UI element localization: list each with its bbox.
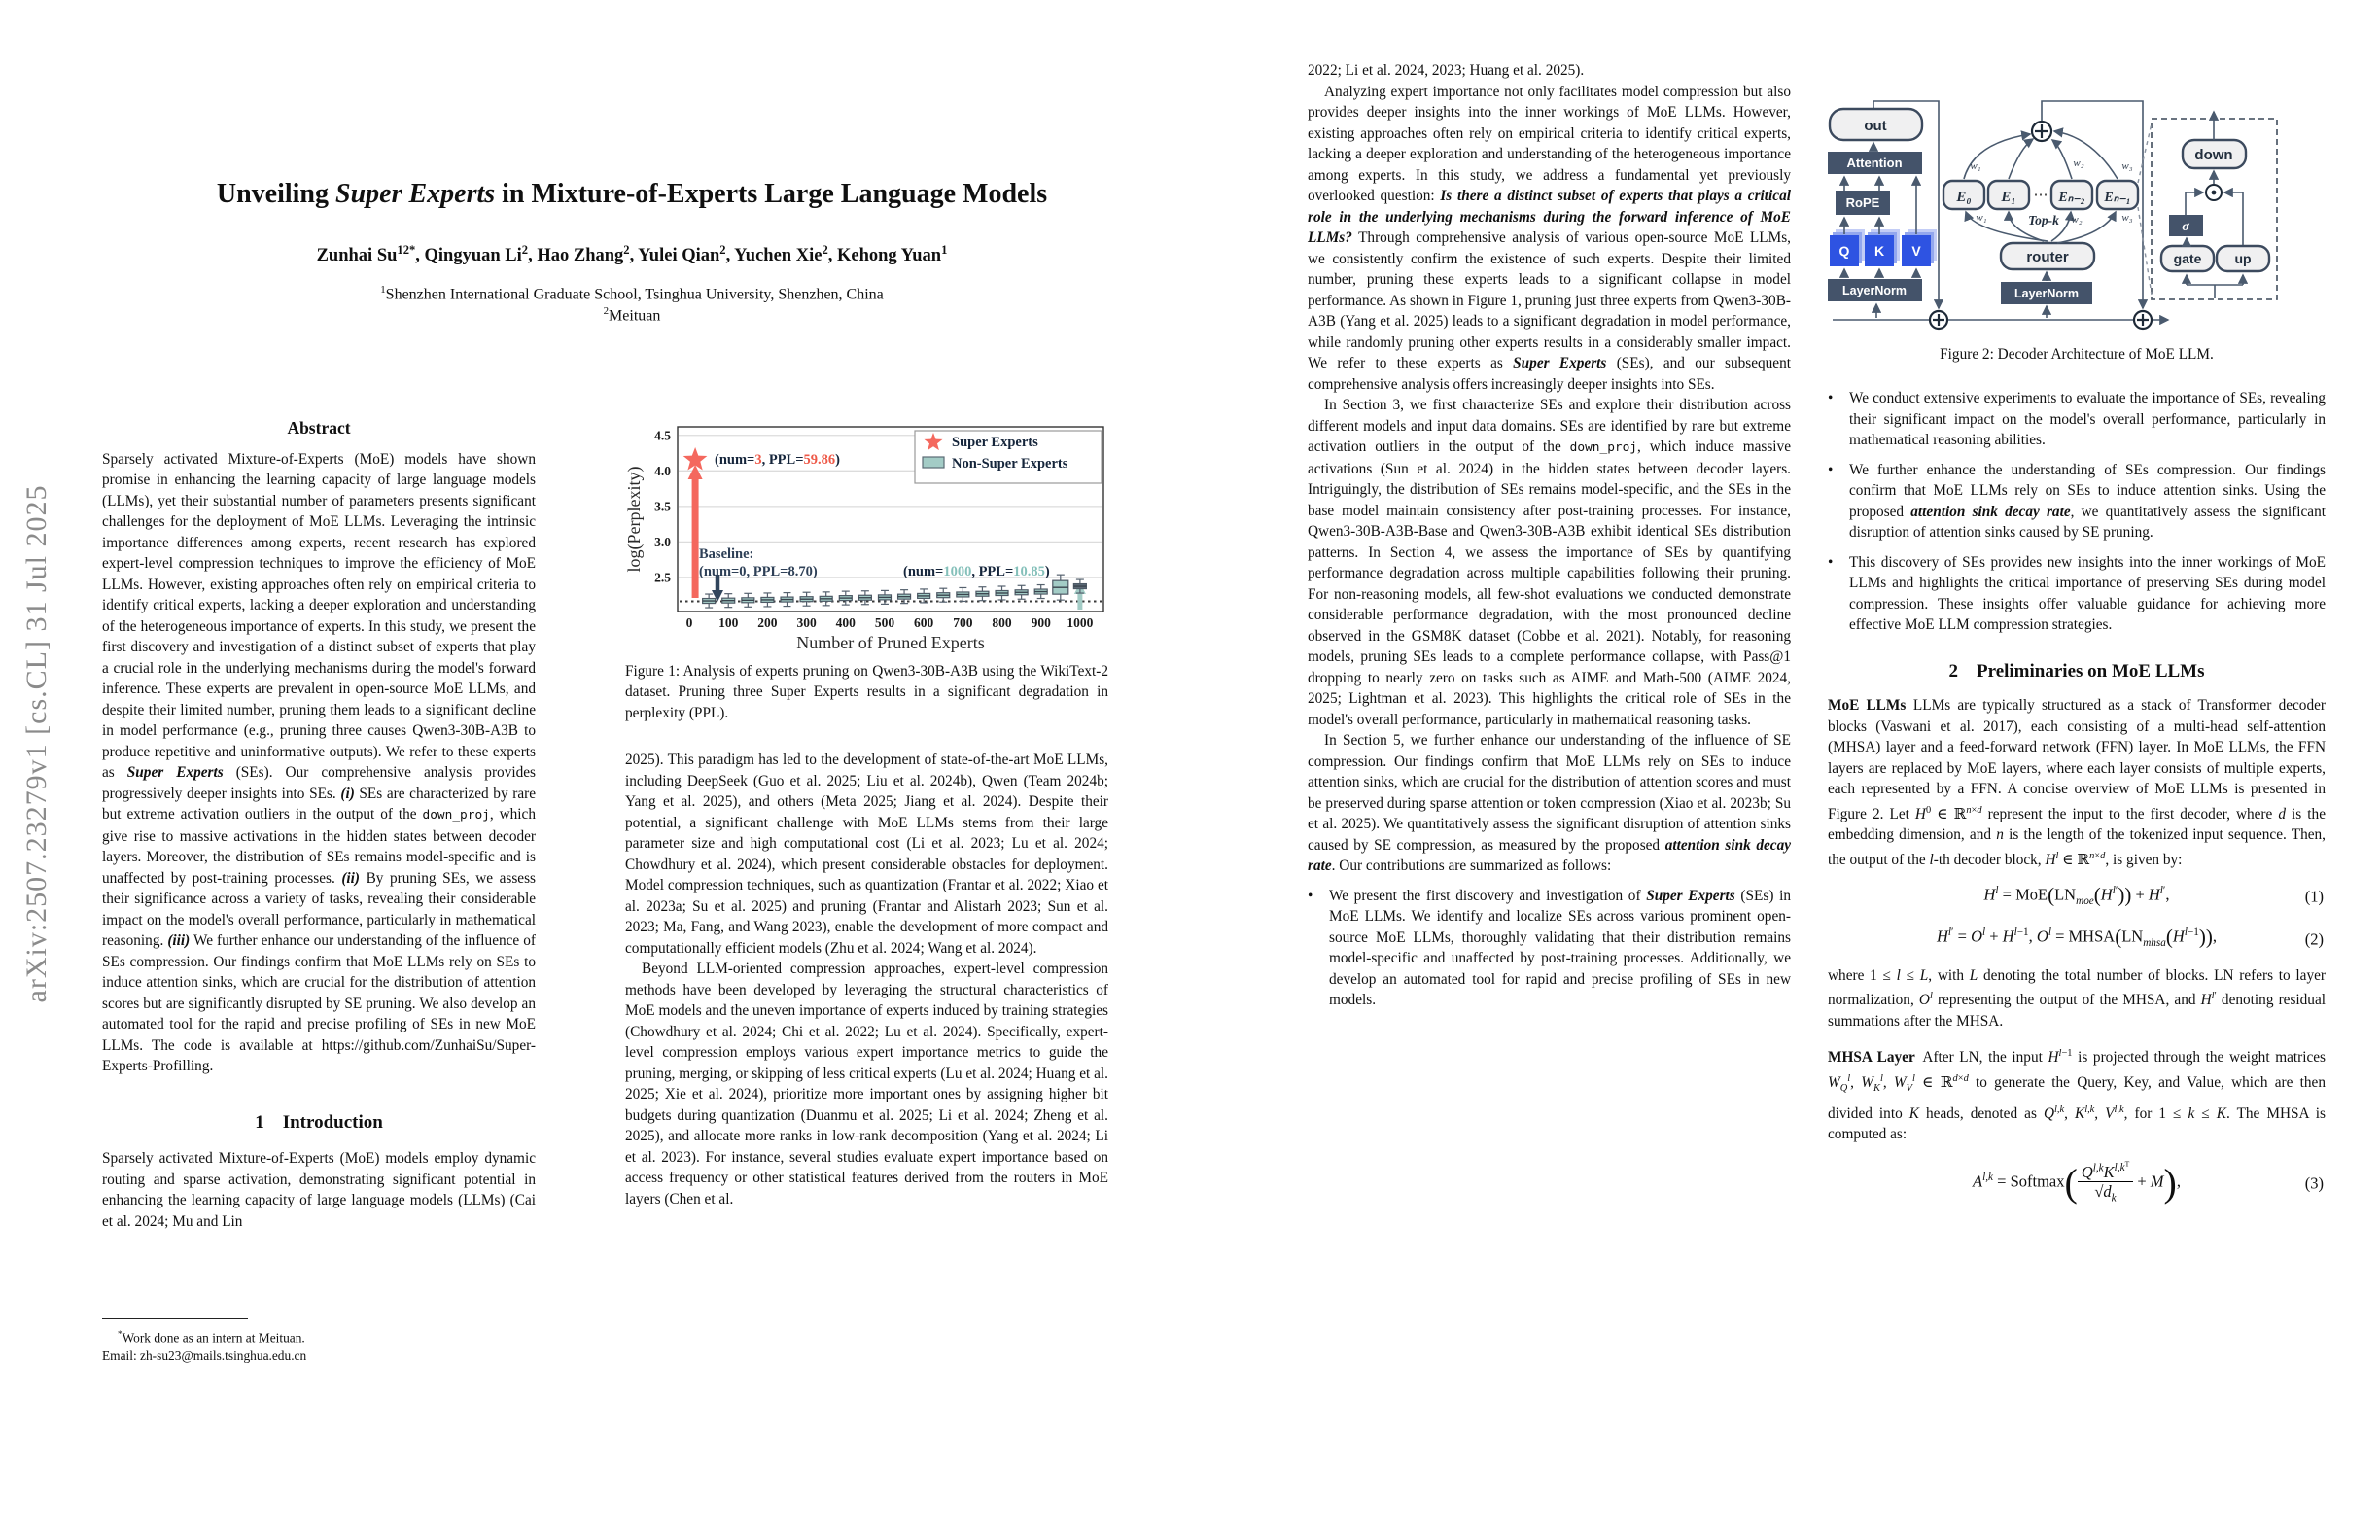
affiliation-2: $^2$Meituan — [603, 305, 661, 325]
body-paragraph: where 1 ≤ l ≤ L, with L denoting the total number of blocks. LN refers to layer normalization, $O^l$ representing the output of the MHSA, and $H^{l'}$ denoting residual summations after the MHSA. — [1828, 966, 2326, 1030]
expert-n1-label: Eₙ₋₁ — [2104, 191, 2131, 205]
body-paragraph: Beyond LLM-oriented compression approaches, expert-level compression methods have been developed by leveraging the structural characteristics of MoE models and the uneven importance of experts induced by training strategies (Chowdhury et al. 2024; Chi et al. 2022; Lu et al. 2024). Specifically, expert-level compression employs various expert importance metrics to guide the pruning, merging, or skipping of less critical experts (Lu et al. 2024; Huang et al. 2025; Xie et al. 2024), prioritize more important ones by assigning higher bit budgets during quantization (Duanmu et al. 2025; Li et al. 2024; Zheng et al. 2025), and allocate more ranks in low-rank decomposition (Yang et al. 2024; Li et al. 2023). For instance, several studies evaluate expert importance based on access frequency or other statistical features derived from the routers in MoE layers (Chen et al. — [625, 961, 1108, 1208]
bullet-icon: • — [1828, 461, 1834, 478]
arxiv-watermark: arXiv:2507.23279v1 [cs.CL] 31 Jul 2025 — [20, 484, 52, 1003]
qkv-group — [1830, 229, 1937, 266]
down-label: down — [2194, 147, 2233, 163]
residual-add-node — [2134, 311, 2152, 329]
contribution-bullet: • We further enhance the understanding of SEs compression. Our findings confirm that MoE LLMs rely on SEs to induce attention sinks. Using the proposed attention sink decay rate, we quantitatively assess the significant disruption of attention sinks caused by SE pruning. — [1828, 460, 2326, 543]
svg-text:300: 300 — [796, 615, 817, 630]
authors-line: Zunhai $Su^{12*}$, Qingyuan Li$^2$, Hao Zhang$^2$, Yulei Qian$^2$, Yuchen Xie$^2$, Kehong Yuan$^1$ — [316, 243, 948, 266]
intro-paragraph: Sparsely activated Mixture-of-Experts (MoE) models employ dynamic routing and sparse activation, demonstrating significant potential in enhancing the learning capacity of large language models (LLMs) (Cai et al. 2024; Mu and Lin — [102, 1150, 536, 1230]
svg-text:Number of Pruned Experts: Number of Pruned Experts — [796, 633, 985, 652]
svg-text:800: 800 — [992, 615, 1012, 630]
svg-text:Baseline:: Baseline: — [699, 546, 754, 562]
svg-text:(num=0, PPL=8.70): (num=0, PPL=8.70) — [699, 564, 818, 579]
column-1 — [102, 418, 536, 1232]
router-label: router — [2026, 249, 2069, 265]
weight-w2-label: w₂ — [2071, 214, 2082, 226]
body-paragraph: Analyzing expert importance not only facilitates model compression but also provides deeper insights into the inner workings of MoE LLMs. However, existing approaches often rely on empirical criteria to identify critical experts, lacking a deeper exploration and understanding of the heterogeneous importance among experts. In this study, we address a fundamental yet previously overlooked question: Is there a distinct subset of experts that plays a critical role in the underlying mechanisms during the forward inference of MoE LLMs? Through comprehensive analysis of various open-source MoE LLMs, we consistently confirm the existence of such experts. Despite their limited number, pruning these experts leads to a significant collapse in model performance. As shown in Figure 1, pruning just three experts from Qwen3-30B-A3B (Yang et al. 2025) leads to a significant degradation in model performance, while randomly pruning other experts results in a considerably smaller impact. We refer to these experts as Super Experts (SEs), and our subsequent comprehensive analysis offers increasingly deeper insights into SEs. — [1308, 83, 1791, 393]
equation-2: $H^{l'} = O^l + H^{l-1}$, $O^l$ = $MHSA(LN_{mhsa}(H^{l-1}))$, (2) — [1936, 925, 2324, 950]
affiliation-1: $^1$Shenzhen International Graduate School, Tsinghua University, Shenzhen, China — [380, 284, 884, 303]
bullet-icon: • — [1828, 390, 1834, 406]
body-paragraph: 2025). This paradigm has led to the development of state-of-the-art MoE LLMs, including DeepSeek (Guo et al. 2025; Liu et al. 2024b), Qwen (Team 2024b; Yang et al. 2025), and others (Meta 2025; Jiang et al. 2024). Despite their potential, a significant challenge with MoE LLMs stems from their large parameter size and high computational cost (Li et al. 2023; Lu et al. 2024; Chowdhury et al. 2024), which present considerable obstacles for deployment. Model compression techniques, such as quantization (Frantar et al. 2022; Xiao et al. 2023a; Su et al. 2025) and pruning (Frantar and Alistarh 2023; Sun et al. 2023; Ma, Fang, and Wang 2023), enable the development of more compact and computationally efficient models (Zhu et al. 2024; Wang et al. 2024). — [625, 752, 1108, 957]
svg-text:log(Perplexity): log(Perplexity) — [625, 466, 644, 573]
weight-w2-label: w₂ — [2073, 158, 2084, 169]
elementwise-product-node — [2206, 185, 2222, 200]
body-paragraph: 2022; Li et al. 2024, 2023; Huang et al. 2025). — [1308, 62, 1585, 79]
rope-label: RoPE — [1845, 195, 1880, 210]
bullet-icon: • — [1308, 887, 1313, 904]
column-3 — [1308, 60, 1791, 1011]
svg-text:1000: 1000 — [1067, 615, 1094, 630]
v-label: V — [1911, 243, 1921, 259]
body-paragraph: In Section 3, we first characterize SEs and explore their distribution across different models and input data domains. SEs are identified by rare but extreme activation outliers in the output of the down_proj, which induce massive activations (Sun et al. 2024) in the hidden states between decoder layers. Intriguingly, the distribution of SEs remains model-specific, and the SEs in the base model maintain consistency after post-training processes. For instance, Qwen3-30B-A3B-Base and Qwen3-30B-A3B exhibit identical SEs distribution patterns. In Section 4, we assess the importance of SEs by quantifying performance degradation across multiple capabilities following their pruning. For non-reasoning models, all few-shot evaluations we conducted demonstrate considerable performance degradation, with the most pronounced decline observed in the GSM8K dataset (Cobbe et al. 2021). Notably, for reasoning models, pruning SEs leads to a complete performance collapse, with Pass@1 dropping to nearly zero on tasks such as AIME and Math-500 (AIME 2024, 2025; Lightman et al. 2023). This highlights the critical role of SEs in the model's overall performance, particularly in mathematical reasoning tasks. — [1308, 397, 1792, 728]
body-paragraph: In Section 5, we further enhance our understanding of the influence of SE compression. Our findings confirm that MoE LLMs rely on SEs to induce attention sinks, which are crucial for the distribution of attention scores and must be preserved during sparse attention or token compression (Xiao et al. 2023b; Su et al. 2025). We quantitatively assess the significant disruption of attention sinks caused by SE compression, as measured by the proposed attention sink decay rate. Our contributions are summarized as follows: — [1308, 732, 1792, 874]
weight-w3-label: w₃ — [2121, 160, 2133, 172]
equation-3: A$^{l,k}$ = Softmax( $\frac{Q^{l,k}K^{l,k^T}}{√d_k}$ + M), (3) — [1973, 1159, 2324, 1205]
bullet-icon: • — [1828, 553, 1834, 571]
footnote-1: *Work done as an intern at Meituan. — [118, 1329, 305, 1346]
svg-text:4.0: 4.0 — [654, 463, 671, 478]
expert1-label: E₁ — [2001, 190, 2016, 205]
svg-text:(num=3, PPL=59.86): (num=3, PPL=59.86) — [715, 452, 840, 468]
weight-w1-label: w₁ — [1976, 212, 1987, 224]
svg-text:100: 100 — [718, 615, 739, 630]
svg-text:3.5: 3.5 — [654, 499, 671, 514]
sigma-label: σ — [2182, 220, 2189, 234]
contribution-bullet: • This discovery of SEs provides new insights into the inner workings of MoE LLMs and highlights the critical importance of preserving SEs during model compression. These insights offer valuable guidance for achieving more effective MoE LLM compression strategies. — [1828, 552, 2326, 636]
footnote-block — [102, 1318, 536, 1365]
svg-text:Super Experts: Super Experts — [952, 435, 1038, 450]
weight-w3-label: w₃ — [2121, 212, 2133, 224]
layernorm-label: LayerNorm — [1842, 284, 1907, 298]
abstract-body: Sparsely activated Mixture-of-Experts (MoE) models have shown promise in enhancing the learning capacity of large language models (LLMs), yet their substantial number of parameters presents significant challenges for the deployment of MoE LLMs. Leveraging the intrinsic importance differences among experts, recent research has explored expert-level compression techniques to improve the efficiency of MoE LLMs. However, existing approaches often rely on empirical criteria to identify critical experts, lacking a deeper exploration and understanding of the heterogeneous importance of experts. In this study, we present the first discovery and investigation of a distinct subset of experts that play a crucial role in the underlying mechanisms during the model's forward inference. These experts are prevalent in open-source MoE LLMs, and despite their limited number, pruning them leads to a significant decline in model performance (e.g., pruning three causes Qwen3-30B-A3B to produce repetitive and uninformative outputs). We refer to these experts as Super Experts (SEs). Our comprehensive analysis provides progressively deeper insights into SEs. (i) SEs are characterized by rare but extreme activation outliers in the output of the down_proj, which give rise to massive activations in the hidden states between decoder layers. Moreover, the distribution of SEs remains model-specific and is unaffected by post-training processes. (ii) By pruning SEs, we assess their significance across a variety of tasks, revealing their considerable impact on the model's overall performance, particularly in mathematical reasoning. (iii) We further enhance our understanding of the influence of SEs compression. Our findings confirm that MoE LLMs rely on SEs to induce attention sinks, which are crucial for the distribution of attention scores but are significantly disrupted by SE pruning. We also develop an automated tool for the rapid and precise profiling of SEs in new MoE LLMs. The code is available at https://github.com/ZunhaiSu/Super-Experts-Profilling. — [102, 450, 536, 1074]
residual-add-node — [1930, 311, 1947, 329]
svg-text:600: 600 — [914, 615, 934, 630]
svg-text:(num=1000, PPL=10.85): (num=1000, PPL=10.85) — [903, 564, 1050, 579]
svg-text:3.0: 3.0 — [654, 534, 671, 549]
figure2-caption: Figure 2: Decoder Architecture of MoE LLM. — [1940, 345, 2214, 363]
contribution-bullet: • We conduct extensive experiments to evaluate the importance of SEs, revealing their significant impact on the model's overall performance, particularly in mathematical reasoning abilities. — [1828, 388, 2326, 451]
q-label: Q — [1838, 243, 1850, 259]
expert0-label: E₀ — [1956, 190, 1972, 205]
experts-ellipsis: ⋯ — [2033, 188, 2048, 203]
svg-text:Non-Super Experts: Non-Super Experts — [952, 456, 1068, 472]
experts-row — [1943, 181, 2138, 209]
figure1-caption: Figure 1: Analysis of experts pruning on Qwen3-30B-A3B using the WikiText-2 dataset. Pruning three Super Experts results in a significant degradation in perplexity (PPL). — [625, 662, 1108, 721]
section-2-heading: 2 Preliminaries on MoE LLMs — [1948, 660, 2205, 682]
svg-text:2.5: 2.5 — [654, 570, 671, 585]
sum-node — [2032, 122, 2051, 141]
svg-text:900: 900 — [1031, 615, 1051, 630]
body-paragraph: MHSA Layer After LN, the input $H^{l-1}$ is projected through the weight matrices $W_Q^l$, $W_K^l$, $W_V^l$ ∈ ℝ$^{d\times d}$ to generate the Query, Key, and Value, which are then divided into K heads, denoted as Q$^{l,k}$, K$^{l,k}$, V$^{l,k}$, for 1 ≤ k ≤ K. The MHSA is computed as: — [1828, 1048, 2327, 1143]
svg-text:700: 700 — [953, 615, 973, 630]
footnote-rule — [102, 1318, 248, 1319]
body-paragraph: MoE LLMs LLMs are typically structured as a stack of Transformer decoder blocks (Vaswani et al. 2017), each consisting of a multi-head self-attention (MHSA) layer and a feed-forward network (FFN) layer. In MoE LLMs, the FFN layers are replaced by MoE layers, where each layer consists of multiple experts, each represented by a FFN. A concise overview of MoE LLMs is presented in Figure 2. Let $H^0$ ∈ ℝ$^{n\times d}$ represent the input to the first decoder, where d is the embedding dimension, and n is the length of the tokenized input sequence. Then, the output of the l-th decoder block, $H^l$ ∈ ℝ$^{n\times d}$, is given by: — [1828, 697, 2326, 868]
equation-number: (1) — [2304, 887, 2324, 906]
svg-text:500: 500 — [874, 615, 895, 630]
figure2-diagram — [1828, 53, 2328, 337]
equation-number: (2) — [2304, 928, 2324, 948]
layernorm-label: LayerNorm — [2014, 287, 2079, 300]
out-label: out — [1864, 118, 1887, 134]
topk-label: Top-k — [2028, 213, 2059, 228]
column-4 — [1828, 53, 2326, 1215]
page-title: Unveiling Super Experts in Mixture-of-Experts Large Language Models — [216, 179, 1048, 209]
k-label: K — [1873, 243, 1885, 259]
up-label: up — [2234, 251, 2252, 266]
section-1-heading: 1 Introduction — [255, 1111, 383, 1133]
expert-n2-label: Eₙ₋₂ — [2058, 191, 2085, 205]
footnote-email[interactable]: Email: zh-su23@mails.tsinghua.edu.cn — [102, 1348, 307, 1364]
contribution-bullet: • We present the first discovery and investigation of Super Experts (SEs) in MoE LLMs. We identify and localize SEs across various prominent open-source MoE LLMs, thoroughly validating that their distribution remains model-specific and unaffected by post-training processes. Additionally, we develop an automated tool for rapid and precise profiling of SEs in new models. — [1308, 886, 1791, 1011]
svg-text:200: 200 — [757, 615, 778, 630]
equation-number: (3) — [2304, 1172, 2324, 1192]
attention-label: Attention — [1846, 156, 1903, 170]
svg-text:0: 0 — [685, 615, 693, 630]
figure1-chart — [625, 421, 1111, 654]
gate-label: gate — [2173, 251, 2202, 266]
equation-1: $H^l = MoE(LN_{moe}(H^{l'})) + H^{l'}$, (1) — [1983, 883, 2324, 907]
weight-w1-label: w₁ — [1970, 160, 1981, 172]
column-2 — [625, 421, 1108, 1209]
abstract-heading: Abstract — [287, 418, 351, 438]
svg-text:400: 400 — [835, 615, 856, 630]
svg-text:4.5: 4.5 — [654, 428, 671, 443]
